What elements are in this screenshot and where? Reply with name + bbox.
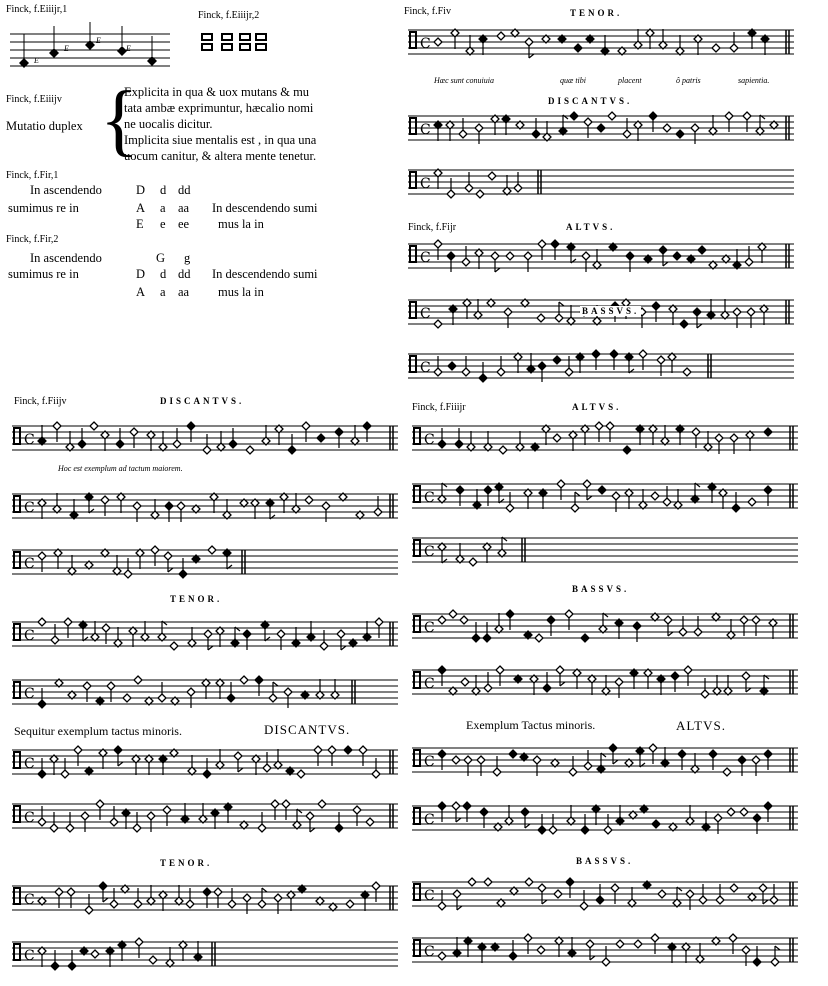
lyric-text: placent [618, 76, 642, 85]
table-cell: dd [178, 183, 191, 197]
svg-text:C: C [424, 544, 435, 560]
table-left-text: sumimus re in [8, 201, 79, 215]
solmization-syllable: E [64, 44, 69, 53]
reference-label: Finck, f.Eiiijv [6, 94, 62, 105]
table-cell: aa [178, 201, 190, 215]
table-cell: ee [178, 217, 190, 231]
music-staff [412, 802, 798, 836]
voice-heading: TENOR. [570, 8, 623, 18]
voice-heading: DISCANTVS. [548, 96, 633, 106]
svg-text:C: C [420, 176, 431, 192]
mutatio-text [124, 84, 316, 164]
music-staff [408, 166, 794, 200]
voice-heading: DISCANTVS. [160, 396, 245, 406]
table-cell: a [160, 285, 166, 299]
lyric-text: Hæc sunt conuiuia [434, 76, 494, 85]
svg-text:C: C [420, 306, 431, 322]
caption: Sequitur exemplum tactus minoris. [14, 724, 182, 738]
music-staff [412, 744, 798, 778]
caption-voice: ALTVS. [676, 718, 726, 733]
reference-label: Finck, f.Fir,2 [6, 234, 59, 245]
svg-text:C: C [24, 756, 35, 772]
lyric-text: sapientia. [738, 76, 770, 85]
table-right-text: In descendendo sumi [212, 267, 318, 281]
lyric-text: quæ tibi [560, 76, 587, 85]
table-right-text: In descendendo sumi [212, 201, 318, 215]
music-staff [412, 422, 798, 456]
music-staff [12, 618, 398, 652]
svg-text:C: C [24, 948, 35, 964]
solmization-syllable: E [34, 56, 39, 65]
voice-heading: ALTVS. [572, 402, 622, 412]
table-cell: e [160, 217, 166, 231]
table-cell: A [136, 285, 146, 299]
music-staff [412, 610, 798, 644]
mutatio-line: ne uocalis dicitur. [124, 117, 213, 131]
svg-text:C: C [424, 490, 435, 506]
svg-text:C: C [24, 892, 35, 908]
lyric-text: ô patris [676, 76, 701, 85]
svg-text:C: C [420, 360, 431, 376]
table-cell: A [136, 201, 146, 215]
reference-label: Finck, f.Eiiijr,1 [6, 4, 68, 15]
solmization-syllable: E [126, 44, 131, 53]
voice-heading: BASSVS. [576, 856, 634, 866]
svg-text:C: C [424, 944, 435, 960]
music-staff [408, 350, 794, 384]
table-cell: D [136, 267, 146, 281]
table-cell: a [160, 201, 166, 215]
svg-text:C: C [424, 676, 435, 692]
svg-text:C: C [420, 250, 431, 266]
music-staff [12, 882, 398, 916]
music-staff [12, 422, 398, 456]
reference-label: Finck, f.Fir,1 [6, 170, 59, 181]
table-cell: d [160, 267, 167, 281]
table-cell: d [160, 183, 167, 197]
svg-text:C: C [424, 812, 435, 828]
svg-text:C: C [24, 500, 35, 516]
reference-label: Finck, f.Fiv [404, 6, 451, 17]
table-cell: D [136, 183, 146, 197]
music-staff [412, 878, 798, 912]
music-staff [408, 240, 794, 274]
mutatio-line: Implicita siue mentalis est , in qua una [124, 133, 317, 147]
table-left-text: In ascendendo [30, 251, 102, 265]
svg-text:C: C [424, 888, 435, 904]
reference-label: Finck, f.Fiiijr [412, 402, 466, 413]
table-cell: E [136, 217, 144, 231]
mutatio-line: tata ambæ exprimuntur, hæcalio nomi [124, 101, 314, 115]
music-staff-example-1 [10, 30, 170, 74]
music-staff [408, 26, 794, 60]
brace: { [100, 76, 139, 164]
reference-label: Finck, f.Fijr [408, 222, 457, 233]
music-staff [12, 490, 398, 524]
table-cell: dd [178, 267, 191, 281]
table-left-text: sumimus re in [8, 267, 79, 281]
svg-text:C: C [24, 686, 35, 702]
mutatio-line: Explicita in qua & uox mutans & mu [124, 85, 310, 99]
music-staff [412, 480, 798, 514]
caption: Exemplum Tactus minoris. [466, 718, 596, 732]
music-staff [12, 938, 398, 972]
voice-heading: TENOR. [170, 594, 223, 604]
voice-heading: ALTVS. [566, 222, 616, 232]
music-staff [12, 546, 398, 580]
svg-text:C: C [420, 36, 431, 52]
music-staff [412, 934, 798, 968]
reference-label: Finck, f.Fiijv [14, 396, 67, 407]
voice-heading: BASSVS. [572, 584, 630, 594]
mutatio-label: Mutatio duplex [6, 119, 83, 133]
svg-text:C: C [424, 620, 435, 636]
music-staff [408, 112, 794, 146]
table-right-text: mus la in [218, 217, 264, 231]
caption-voice: DISCANTVS. [264, 722, 351, 737]
table-left-text: In ascendendo [30, 183, 102, 197]
table-cell: G [156, 251, 166, 265]
svg-text:C: C [420, 122, 431, 138]
mutatio-line: uocum canitur, & altera mente tenetur. [124, 149, 317, 163]
reference-label: Finck, f.Eiiijr,2 [198, 10, 260, 21]
table-right-text: mus la in [218, 285, 264, 299]
svg-text:C: C [24, 628, 35, 644]
table-cell: aa [178, 285, 190, 299]
table-cell: g [184, 251, 191, 265]
voice-heading: BASSVS. [582, 306, 640, 316]
music-staff [412, 534, 798, 568]
music-staff [412, 666, 798, 700]
music-staff [12, 746, 398, 780]
voice-heading: TENOR. [160, 858, 213, 868]
solmization-syllable: E [96, 36, 101, 45]
svg-text:C: C [24, 556, 35, 572]
lyric-text: Hoc est exemplum ad tactum maiorem. [58, 464, 183, 473]
svg-text:C: C [24, 810, 35, 826]
clef-signs-example [200, 30, 270, 56]
svg-text:C: C [424, 432, 435, 448]
music-staff [12, 800, 398, 834]
music-staff [12, 676, 398, 710]
svg-text:C: C [424, 754, 435, 770]
svg-text:C: C [24, 432, 35, 448]
